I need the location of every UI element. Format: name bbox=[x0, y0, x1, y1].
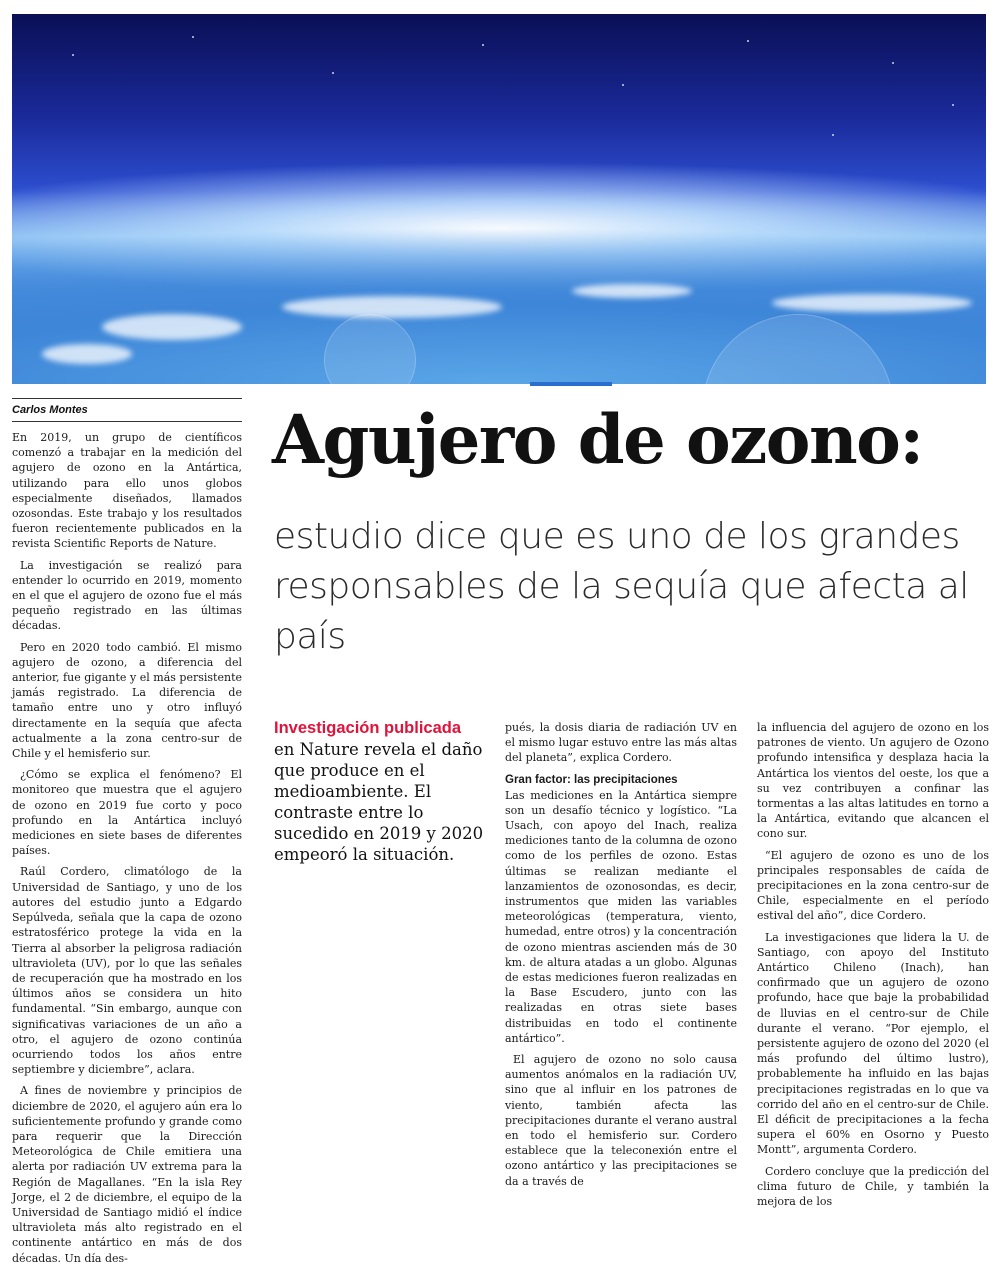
lead-text: en Nature revela el daño que produce en el medioambiente. El contraste entre lo sucedido en 2019 y 2020 empeoró la situación. bbox=[274, 740, 484, 864]
lead-kicker: Investigación publicada bbox=[274, 719, 462, 737]
paragraph: pués, la dosis diaria de radiación UV en el mismo lugar estuvo entre las más altas del planeta”, explica Cordero. bbox=[505, 721, 737, 765]
paragraph: Cordero concluye que la predicción del clima futuro de Chile, y también la mejora de los bbox=[757, 1164, 989, 1209]
paragraph: Pero en 2020 todo cambió. El mismo agujero de ozono, a diferencia del anterior, fue gigante y el más persistente jamás registrado. La diferencia de tamaño entre uno y otro influyó directamente en la sequía que afecta actualmente a la zona centro-sur de Chile y el hemisferio sur. bbox=[12, 640, 242, 761]
paragraph: la influencia del agujero de ozono en los patrones de viento. Un agujero de Ozono profundo intensifica y desplaza hacia la Antártica los vientos del oeste, los que a su vez contribuyen a confinar las tormentas a las altas latitudes en torno a la Antártica, evitando que alcancen el cono sur. bbox=[757, 721, 989, 841]
body-column-3 bbox=[505, 720, 737, 1195]
subheading: Gran factor: las precipitaciones bbox=[505, 773, 678, 786]
paragraph: Raúl Cordero, climatólogo de la Universidad de Santiago, y uno de los autores del estudio junto a Edgardo Sepúlveda, señala que la capa de ozono estratosférico protege la vida en la Tierra al absorber la peligrosa radiación ultravioleta (UV), por lo que las señales de recuperación que ha mostrado en los últimos años se considera un hito fundamental. “Sin embargo, aunque con significativas variaciones de un año a otro, el agujero de ozono continúa ocurriendo todos los años entre septiembre y diciembre”, aclara. bbox=[12, 865, 242, 1077]
byline: Carlos Montes bbox=[12, 404, 88, 416]
hero-image-earth-atmosphere bbox=[12, 14, 986, 384]
byline-top-rule bbox=[12, 398, 242, 399]
paragraph: “El agujero de ozono es uno de los principales responsables de caída de precipitaciones en la zona centro-sur de Chile, especialmente en el período estival del año”, dice Cordero. bbox=[757, 848, 989, 923]
headline-title: Agujero de ozono: bbox=[272, 400, 923, 479]
lead-summary bbox=[274, 717, 484, 865]
headline-subtitle: estudio dice que es uno de los grandes responsables de la sequía que afecta al país bbox=[274, 516, 969, 657]
paragraph: ¿Cómo se explica el fenómeno? El monitoreo que muestra que el agujero de ozono en 2019 fue corto y poco profundo en la Antártica incluyó mediciones en siete bases de diferentes países. bbox=[12, 768, 242, 858]
byline-bottom-rule bbox=[12, 421, 242, 422]
paragraph: A fines de noviembre y principios de diciembre de 2020, el agujero aún era lo suficientemente profundo y grande como para requerir que la Dirección Meteorológica de Chile emitiera una alerta por radiación UV extrema para la Región de Magallanes. “En la isla Rey Jorge, el 2 de diciembre, el equipo de la Universidad de Santiago midió el índice ultravioleta más alto registrado en el continente antártico en más de dos décadas. Un día des- bbox=[12, 1084, 242, 1265]
body-column-4 bbox=[757, 720, 989, 1215]
paragraph: Las mediciones en la Antártica siempre son un desafío técnico y logístico. “La Usach, con apoyo del Inach, realiza mediciones tanto de la columna de ozono como de los perfiles de ozono. Estas últimas se realizan mediante el lanzamientos de ozonosondas, es decir, instrumentos que miden las variables meteorológicas (temperatura, viento, humedad, entre otros) y la concentración de ozono mientras ascienden más de 30 km. de altura atadas a un globo. Algunas de estas mediciones fueron realizadas en la Base Escudero, junto con las realizadas en otras siete bases distribuidas en todo el continente antártico”. bbox=[505, 788, 737, 1045]
paragraph: El agujero de ozono no solo causa aumentos anómalos en la radiación UV, sino que al influir en los patrones de viento, también afecta las precipitaciones durante el verano austral en todo el hemisferio sur. Cordero establece que la teleconexión entre el ozono antártico y las precipitaciones se da a través de bbox=[505, 1053, 737, 1188]
hero-caption-tab bbox=[530, 382, 612, 386]
paragraph: La investigación se realizó para entender lo ocurrido en 2019, momento en el que el agujero de ozono fue el más pequeño registrado en las últimas décadas. bbox=[12, 558, 242, 633]
paragraph: La investigaciones que lidera la U. de Santiago, con apoyo del Instituto Antártico Chileno (Inach), han confirmado que un agujero de ozono profundo, hace que baje la probabilidad de lluvias en el centro-sur de Chile durante el verano. “Por ejemplo, el persistente agujero de ozono del 2020 (el más profundo del último lustro), probablemente ha influido en las bajas precipitaciones registradas en lo que va corrido del año en el centro-sur de Chile. El déficit de precipitaciones a la fecha supera el 60% en Osorno y Puesto Montt”, argumenta Cordero. bbox=[757, 930, 989, 1157]
paragraph: En 2019, un grupo de científicos comenzó a trabajar en la medición del agujero de ozono en la Antártica, utilizando para ello unos globos especialmente diseñados, llamados ozosondas. Este trabajo y los resultados fueron recientemente publicados en la revista Scientific Reports de Nature. bbox=[12, 431, 242, 551]
body-column-1 bbox=[12, 430, 242, 1272]
